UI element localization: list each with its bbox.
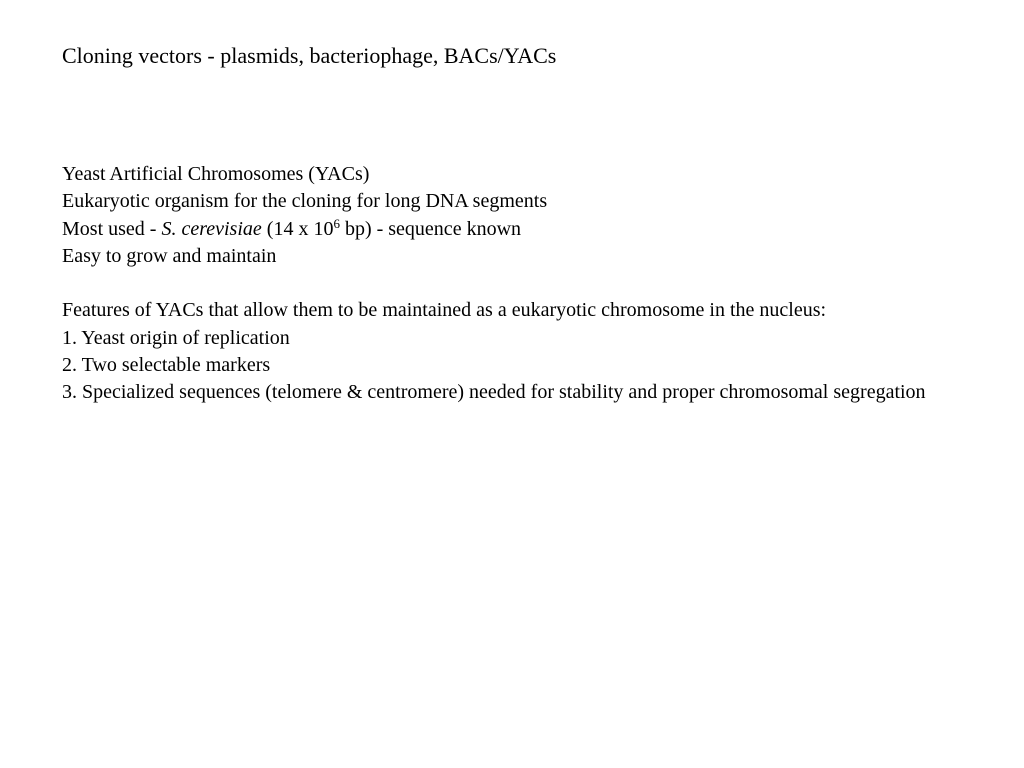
slide-body bbox=[62, 161, 962, 407]
genome-size-exponent: 6 bbox=[333, 215, 340, 231]
yac-heading: Yeast Artificial Chromosomes (YACs) bbox=[62, 163, 370, 185]
feature-item: 3. Specialized sequences (telomere & centromere) needed for stability and proper chromosomal segregation bbox=[62, 381, 926, 404]
paragraph-gap bbox=[62, 270, 962, 297]
slide-title: Cloning vectors - plasmids, bacteriophage, BACs/YACs bbox=[62, 43, 557, 68]
species-name: S. cerevisiae bbox=[161, 217, 262, 240]
feature-item: 1. Yeast origin of replication bbox=[62, 326, 290, 349]
genome-size-close: bp) - sequence known bbox=[339, 217, 522, 240]
most-used-prefix: Most used - bbox=[62, 217, 162, 240]
yac-intro: Eukaryotic organism for the cloning for long DNA segments bbox=[62, 190, 548, 213]
easy-grow-line: Easy to grow and maintain bbox=[62, 244, 277, 267]
genome-size-open: (14 x 10 bbox=[261, 217, 334, 240]
features-heading: Features of YACs that allow them to be maintained as a eukaryotic chromosome in the nucleus: bbox=[62, 299, 827, 322]
most-used-line bbox=[62, 216, 962, 243]
feature-item: 2. Two selectable markers bbox=[62, 354, 271, 377]
